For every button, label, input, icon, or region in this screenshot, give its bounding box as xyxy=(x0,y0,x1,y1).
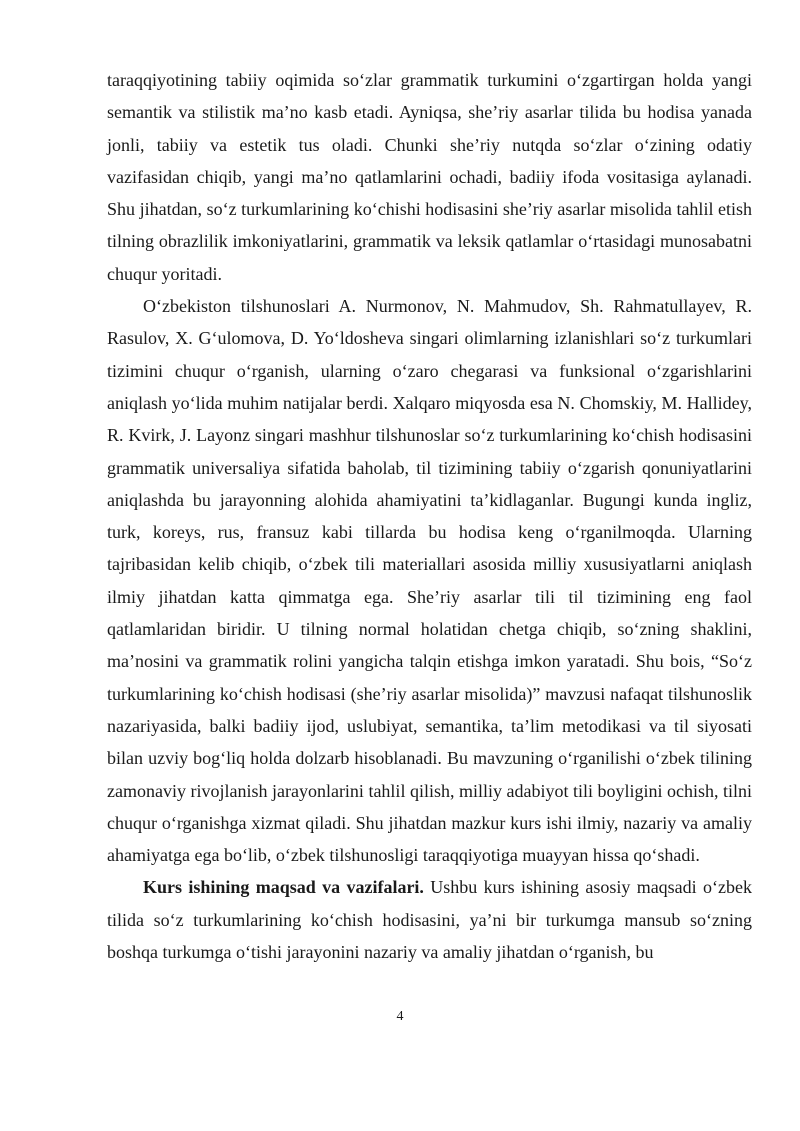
paragraph-3 xyxy=(107,871,752,968)
page-number: 4 xyxy=(396,1009,404,1024)
section-heading: Kurs ishining maqsad va vazifalari. xyxy=(143,877,424,898)
paragraph-2: O‘zbekiston tilshunoslari A. Nurmonov, N. Mahmudov, Sh. Rahmatullayev, R. Rasulov, X. G‘ulomova, D. Yo‘ldosheva singari olimlarning izlanishlari so‘z turkumlari tizimini chuqur o‘rganish, ularning o‘zaro chegarasi va funksional o‘zgarishlarini aniqlash yo‘lida muhim natijalar berdi. Xalqaro miqyosda esa N. Chomskiy, M. Hallidey, R. Kvirk, J. Layonz singari mashhur tilshunoslar so‘z turkumlarining ko‘chish hodisasini grammatik universaliya sifatida baholab, til tizimining tabiiy o‘zgarish qonuniyatlarini aniqlashda bu jarayonning alohida ahamiyatini ta’kidlaganlar. Bugungi kunda ingliz, turk, koreys, rus, fransuz kabi tillarda bu hodisa keng o‘rganilmoqda. Ularning tajribasidan kelib chiqib, o‘zbek tili materiallari asosida milliy xususiyatlarni aniqlash ilmiy jihatdan katta qimmatga ega. She’riy asarlar tili til tizimining eng faol qatlamlaridan biridir. U tilning normal holatidan chetga chiqib, so‘zning shaklini, ma’nosini va grammatik rolini yangicha talqin etishga imkon yaratadi. Shu bois, “So‘z turkumlarining ko‘chish hodisasi (she’riy asarlar misolida)” mavzusi nafaqat tilshunoslik nazariyasida, balki badiiy ijod, uslubiyat, semantika, ta’lim metodikasi va til siyosati bilan uzviy bog‘liq holda dolzarb hisoblanadi. Bu mavzuning o‘rganilishi o‘zbek tilining zamonaviy rivojlanish jarayonlarini tahlil qilish, milliy adabiyot tili boyligini ochish, tilni chuqur o‘rganishga xizmat qiladi. Shu jihatdan mazkur kurs ishi ilmiy, nazariy va amaliy ahamiyatga ega bo‘lib, o‘zbek tilshunosligi taraqqiyotiga muayyan hissa qo‘shadi. xyxy=(107,296,752,866)
document-page xyxy=(107,64,752,968)
paragraph-1: taraqqiyotining tabiiy oqimida so‘zlar grammatik turkumini o‘zgartirgan holda yangi semantik va stilistik ma’no kasb etadi. Ayniqsa, she’riy asarlar tilida bu hodisa yanada jonli, tabiiy va estetik tus oladi. Chunki she’riy nutqda so‘zlar o‘zining odatiy vazifasidan chiqib, yangi ma’no qatlamlarini ochadi, badiiy ifoda vositasiga aylanadi. Shu jihatdan, so‘z turkumlarining ko‘chishi hodisasini she’riy asarlar misolida tahlil etish tilning obrazlilik imkoniyatlarini, grammatik va leksik qatlamlar o‘rtasidagi munosabatni chuqur yoritadi. xyxy=(107,70,752,284)
paragraph-3-text: Ushbu kurs ishining asosiy maqsadi o‘zbek tilida so‘z turkumlarining ko‘chish hodisasini, ya’ni bir turkumga mansub so‘zning boshqa turkumga o‘tishi jarayonini nazariy va amaliy jihatdan o‘rganish, bu xyxy=(107,877,752,963)
